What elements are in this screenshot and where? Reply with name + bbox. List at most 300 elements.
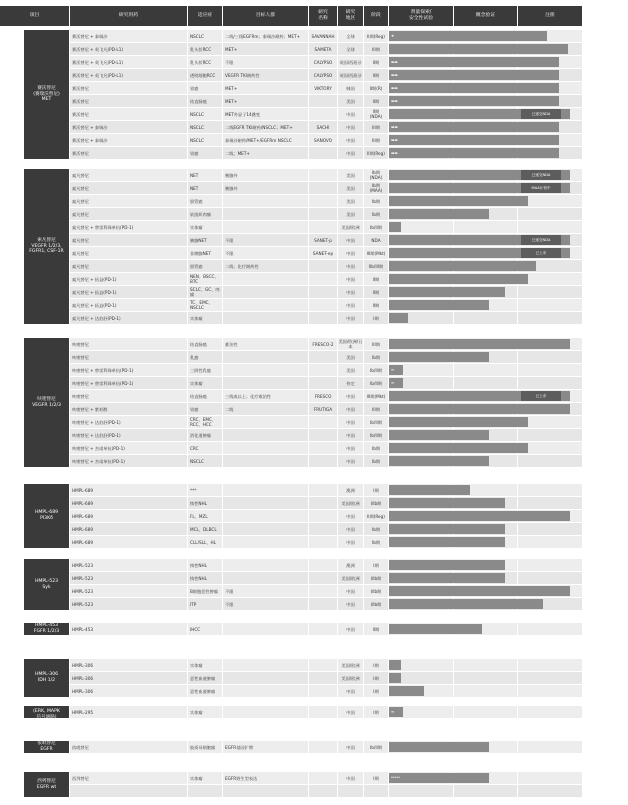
cell-drug <box>70 785 187 797</box>
table-row <box>0 672 628 684</box>
cell-drug: HMPL-689 <box>70 484 187 496</box>
cell-study-name: FRESCO <box>309 390 337 402</box>
header-population: 目标人群 <box>223 6 308 26</box>
cell-region: 中国 <box>338 260 363 272</box>
project-label: HMPL-295 (ERK, MAPK 信号通路) <box>24 706 69 718</box>
table-row <box>0 221 628 233</box>
cell-progress-track <box>518 741 582 753</box>
status-badge: 已上市 <box>521 248 561 258</box>
cell-study-name <box>309 95 337 107</box>
cell-population: 不限 <box>223 247 308 259</box>
progress-bar <box>389 365 403 375</box>
cell-population <box>223 416 308 428</box>
cell-population <box>223 706 308 718</box>
cell-phase: I期 <box>364 484 388 496</box>
cell-region: 中国 <box>338 121 363 133</box>
cell-phase: Ib期 <box>364 208 388 220</box>
cell-drug: 赛沃替尼 + 泰瑞沙 <box>70 30 187 42</box>
cell-study-name <box>309 351 337 363</box>
cell-drug: 呋喹替尼 + 替雷利珠单抗(PD-1) <box>70 364 187 376</box>
cell-region: 中国 <box>338 429 363 441</box>
cell-region: 中国 <box>338 273 363 285</box>
progress-bar <box>389 624 482 634</box>
section <box>0 484 628 549</box>
cell-population: 二线；化疗耐药性 <box>223 260 308 272</box>
cell-study-name: SAMETA <box>309 43 337 55</box>
cell-phase: II期 <box>364 286 388 298</box>
cell-indication: NET <box>188 182 222 194</box>
cell-drug: 索凡替尼 + 达伯舒(PD-1) <box>70 312 187 324</box>
progress-bar <box>389 313 408 323</box>
cell-drug: 呋喹替尼 <box>70 390 187 402</box>
cell-study-name <box>309 286 337 298</box>
cell-region: 美国 <box>338 182 363 194</box>
cell-region: 英国/西班牙 <box>338 69 363 81</box>
table-row <box>0 108 628 120</box>
section <box>0 559 628 611</box>
cell-phase: I期 <box>364 772 388 784</box>
cell-indication: 胃癌 <box>188 147 222 159</box>
progress-marker: ★ <box>391 34 395 38</box>
cell-phase: Ib/II期 <box>364 364 388 376</box>
cell-drug: HMPL-523 <box>70 559 187 571</box>
progress-bar <box>389 339 570 349</box>
cell-indication: 胆管癌 <box>188 260 222 272</box>
table-row <box>0 685 628 697</box>
cell-population <box>223 429 308 441</box>
table-row <box>0 182 628 194</box>
table-row <box>0 312 628 324</box>
cell-phase: Ib期 <box>364 195 388 207</box>
cell-progress-track <box>518 672 582 684</box>
cell-population <box>223 785 308 797</box>
progress-bar <box>389 148 559 158</box>
cell-region: 中国 <box>338 523 363 535</box>
cell-region: 中国 <box>338 234 363 246</box>
table-row <box>0 147 628 159</box>
cell-region: 澳洲 <box>338 484 363 496</box>
cell-progress-track <box>518 523 582 535</box>
cell-study-name: VIKTORY <box>309 82 337 94</box>
cell-drug: HMPL-453 <box>70 623 187 635</box>
table-row <box>0 442 628 454</box>
table-row <box>0 169 628 181</box>
cell-indication: 三阴性乳癌 <box>188 364 222 376</box>
cell-progress-track <box>518 208 582 220</box>
cell-drug: 索凡替尼 <box>70 169 187 181</box>
cell-indication: 惰性NHL <box>188 497 222 509</box>
cell-population: EGFR基因扩增 <box>223 741 308 753</box>
cell-indication: 消化道肿瘤 <box>188 429 222 441</box>
cell-region: 美国 <box>338 195 363 207</box>
cell-progress-track <box>518 377 582 389</box>
cell-phase: II期 <box>364 56 388 68</box>
progress-bar <box>389 673 401 683</box>
cell-drug: HMPL-689 <box>70 497 187 509</box>
cell-study-name <box>309 484 337 496</box>
cell-population <box>223 377 308 389</box>
cell-phase: IIb/III期 <box>364 260 388 272</box>
cell-population: 二线/三线EGFRm；泰瑞沙耐药；MET+ <box>223 30 308 42</box>
table-row <box>0 497 628 509</box>
cell-indication: 胰腺NET <box>188 234 222 246</box>
cell-drug: 赛沃替尼 <box>70 147 187 159</box>
status-badge: 已递交NDA <box>521 235 561 245</box>
progress-bar <box>389 417 528 427</box>
table-row <box>0 455 628 467</box>
cell-progress-track <box>454 312 517 324</box>
cell-phase: II期 <box>364 273 388 285</box>
progress-bar <box>389 44 568 54</box>
cell-indication: NSCLC <box>188 134 222 146</box>
cell-study-name <box>309 497 337 509</box>
cell-drug: HMPL-523 <box>70 585 187 597</box>
cell-phase: Ib期 (NDA) <box>364 169 388 181</box>
cell-phase: I/Ib期 <box>364 598 388 610</box>
cell-population: EGFR野生型表达 <box>223 772 308 784</box>
status-badge: 已递交NDA <box>521 170 561 180</box>
cell-region: 美国 <box>338 364 363 376</box>
cell-indication: NSCLC <box>188 108 222 120</box>
cell-drug: 索凡替尼 + 拓益(PD-1) <box>70 286 187 298</box>
cell-study-name: SANET-p <box>309 234 337 246</box>
progress-bar <box>389 70 559 80</box>
table-row <box>0 585 628 597</box>
table-row <box>0 247 628 259</box>
cell-study-name <box>309 772 337 784</box>
cell-population <box>223 536 308 548</box>
project-label: 西列替尼 EGFR wt <box>24 772 69 797</box>
table-row <box>0 572 628 584</box>
table-row <box>0 536 628 548</box>
cell-study-name: SANOVO <box>309 134 337 146</box>
cell-study-name <box>309 559 337 571</box>
cell-progress-track <box>518 706 582 718</box>
header-indication: 适应症 <box>188 6 222 26</box>
progress-marker: ▬▬ <box>391 151 398 155</box>
header-poc: 概念验证 <box>454 6 517 26</box>
cell-population: 不限 <box>223 56 308 68</box>
cell-study-name <box>309 572 337 584</box>
cell-indication: CLL/SLL、HL <box>188 536 222 548</box>
progress-bar <box>389 485 470 495</box>
cell-study-name: FRUTIGA <box>309 403 337 415</box>
cell-phase: I期 <box>364 559 388 571</box>
cell-study-name <box>309 221 337 233</box>
cell-region: 韩国 <box>338 82 363 94</box>
cell-phase: I期 <box>364 659 388 671</box>
cell-region: 中国 <box>338 390 363 402</box>
cell-drug: 索凡替尼 <box>70 234 187 246</box>
progress-bar <box>389 599 543 609</box>
cell-progress-track <box>454 221 517 233</box>
cell-study-name <box>309 416 337 428</box>
cell-indication: 乳头状RCC <box>188 56 222 68</box>
cell-study-name <box>309 169 337 181</box>
cell-region: 中国 <box>338 134 363 146</box>
cell-study-name <box>309 364 337 376</box>
cell-region: 中国 <box>338 442 363 454</box>
cell-phase: I期 <box>364 672 388 684</box>
cell-progress-track <box>454 785 517 797</box>
progress-marker: ➡ <box>391 381 395 385</box>
table-row <box>0 351 628 363</box>
progress-bar <box>389 573 505 583</box>
cell-indication: 胶质母细胞瘤 <box>188 741 222 753</box>
cell-progress-track <box>518 572 582 584</box>
cell-progress-track <box>454 672 517 684</box>
cell-drug: 赛沃替尼 + 英飞凡(PD-L1) <box>70 56 187 68</box>
cell-region: 澳洲 <box>338 559 363 571</box>
cell-indication: NSCLC <box>188 121 222 133</box>
cell-phase: II期(R) <box>364 82 388 94</box>
cell-indication: 胆管癌 <box>188 195 222 207</box>
progress-bar <box>389 196 528 206</box>
cell-phase: I期 <box>364 312 388 324</box>
cell-population <box>223 510 308 522</box>
cell-phase: II期(Reg) <box>364 147 388 159</box>
cell-drug: 呋喹替尼 + 紫杉醇 <box>70 403 187 415</box>
cell-population: 二线EGFR TKI耐药/NSCLC；MET+ <box>223 121 308 133</box>
progress-bar <box>389 537 505 547</box>
cell-region: 中国 <box>338 685 363 697</box>
cell-population <box>223 351 308 363</box>
table-row <box>0 659 628 671</box>
cell-population: 泰瑞沙耐药/MET+/EGFRm NSCLC <box>223 134 308 146</box>
cell-phase: Ib/II期 <box>364 221 388 233</box>
cell-region: 全球 <box>338 43 363 55</box>
cell-indication: NSCLC <box>188 30 222 42</box>
cell-indication: 乳癌 <box>188 351 222 363</box>
cell-indication: CRC、EMC、RCC、HCC <box>188 416 222 428</box>
cell-region: 美国/欧洲 <box>338 221 363 233</box>
cell-drug: HMPL-523 <box>70 572 187 584</box>
table-row <box>0 510 628 522</box>
cell-phase <box>364 785 388 797</box>
cell-study-name <box>309 672 337 684</box>
cell-phase: Ib/II期 <box>364 416 388 428</box>
cell-population <box>223 195 308 207</box>
cell-population <box>223 208 308 220</box>
cell-phase: I/Ib期 <box>364 572 388 584</box>
cell-phase: I期 <box>364 685 388 697</box>
section <box>0 623 628 636</box>
cell-phase: III期(Mkt) <box>364 390 388 402</box>
cell-population <box>223 364 308 376</box>
cell-population <box>223 442 308 454</box>
cell-progress-track <box>454 685 517 697</box>
table-row <box>0 706 628 718</box>
project-label: HMPL-306 IDH 1/2 <box>24 659 69 697</box>
table-row <box>0 30 628 42</box>
cell-indication: 结直肠癌 <box>188 95 222 107</box>
cell-drug: HMPL-523 <box>70 598 187 610</box>
cell-region: 美国/欧洲 <box>338 497 363 509</box>
cell-drug: HMPL-306 <box>70 685 187 697</box>
cell-drug: 赛沃替尼 + 英飞凡(PD-L1) <box>70 69 187 81</box>
cell-phase: Ib/II期 <box>364 429 388 441</box>
progress-marker: ***** <box>391 776 400 780</box>
cell-study-name <box>309 706 337 718</box>
progress-bar <box>389 31 547 41</box>
cell-phase: NDA <box>364 234 388 246</box>
cell-drug: 赛沃替尼 <box>70 82 187 94</box>
cell-phase: Ib期 <box>364 536 388 548</box>
cell-indication: 恶性血液肿瘤 <box>188 672 222 684</box>
cell-population: 二线；MET+ <box>223 147 308 159</box>
cell-phase: II期(Reg) <box>364 510 388 522</box>
cell-drug: 赛沃替尼 + 英飞凡(PD-L1) <box>70 43 187 55</box>
cell-population: 不限 <box>223 234 308 246</box>
cell-progress-track <box>518 536 582 548</box>
progress-bar <box>389 261 536 271</box>
cell-phase: II期 (NDA) <box>364 108 388 120</box>
section <box>0 30 628 160</box>
cell-progress-track <box>518 623 582 635</box>
cell-drug: 呋喹替尼 <box>70 338 187 350</box>
progress-marker: ➡ <box>391 710 395 714</box>
cell-region: 中国 <box>338 247 363 259</box>
cell-phase: Ib期 <box>364 523 388 535</box>
progress-bar <box>389 498 505 508</box>
cell-phase: Ib期 (MAA) <box>364 182 388 194</box>
cell-study-name <box>309 785 337 797</box>
cell-indication: 结直肠癌 <box>188 338 222 350</box>
cell-region: 美国/欧洲 <box>338 659 363 671</box>
cell-phase: Ib/II期 <box>364 741 388 753</box>
cell-region: 中国 <box>338 416 363 428</box>
cell-progress-track <box>518 455 582 467</box>
cell-study-name: CALYPSO <box>309 56 337 68</box>
progress-marker: ▬▬ <box>391 60 398 64</box>
progress-marker: ▬▬ <box>391 99 398 103</box>
table-row <box>0 234 628 246</box>
cell-study-name: SANET-ep <box>309 247 337 259</box>
cell-phase: Ib期 <box>364 351 388 363</box>
cell-phase: II期 <box>364 299 388 311</box>
cell-indication <box>188 785 222 797</box>
cell-phase: III期 <box>364 134 388 146</box>
cell-population: MET+ <box>223 82 308 94</box>
progress-bar <box>389 222 401 232</box>
header-phase: 阶段 <box>364 6 388 26</box>
table-row <box>0 208 628 220</box>
cell-region: 美国 <box>338 169 363 181</box>
table-row <box>0 623 628 635</box>
cell-region: 中国 <box>338 585 363 597</box>
progress-bar <box>389 135 559 145</box>
cell-drug: 赛沃替尼 + 泰瑞沙 <box>70 121 187 133</box>
cell-study-name <box>309 147 337 159</box>
progress-bar <box>389 378 403 388</box>
cell-population: MET+ <box>223 43 308 55</box>
cell-region: 中国 <box>338 299 363 311</box>
cell-indication: TC、EMC、NSCLC <box>188 299 222 311</box>
cell-drug: 西列替尼 <box>70 772 187 784</box>
section <box>0 741 628 754</box>
cell-phase: III期(Mkt) <box>364 247 388 259</box>
project-label: 呋喹替尼 VEGFR 1/2/3 <box>24 338 69 467</box>
cell-phase: I/Ib期 <box>364 585 388 597</box>
table-row <box>0 69 628 81</box>
cell-population <box>223 299 308 311</box>
table-row <box>0 559 628 571</box>
progress-bar <box>389 560 505 570</box>
cell-phase: III期 <box>364 43 388 55</box>
cell-progress-track <box>518 785 582 797</box>
cell-indication: 胃癌 <box>188 403 222 415</box>
cell-study-name <box>309 377 337 389</box>
header-dose-safety: 剂量探索/ 安全性试验 <box>389 6 453 26</box>
header-drug: 研究用药 <box>70 6 187 26</box>
cell-phase: Ib期 <box>364 455 388 467</box>
table-row <box>0 43 628 55</box>
cell-progress-track <box>454 706 517 718</box>
cell-phase: II期 <box>364 69 388 81</box>
cell-region: 中国 <box>338 403 363 415</box>
header-region: 研究 地区 <box>338 6 363 26</box>
cell-study-name <box>309 523 337 535</box>
cell-population <box>223 497 308 509</box>
cell-drug: 呋喹替尼 + 杰诺单抗(PD-1) <box>70 442 187 454</box>
table-row <box>0 416 628 428</box>
cell-indication: NSCLC <box>188 455 222 467</box>
cell-drug: 呋喹替尼 + 杰诺单抗(PD-1) <box>70 455 187 467</box>
cell-region <box>338 785 363 797</box>
cell-region: 中国 <box>338 286 363 298</box>
cell-progress-track <box>518 221 582 233</box>
cell-drug: 赛沃替尼 <box>70 95 187 107</box>
cell-indication: ITP <box>188 598 222 610</box>
cell-region: 中国 <box>338 147 363 159</box>
cell-region: 全球 <box>338 30 363 42</box>
cell-study-name <box>309 659 337 671</box>
table-row <box>0 195 628 207</box>
cell-indication: NET <box>188 169 222 181</box>
progress-bar <box>389 352 489 362</box>
cell-progress-track <box>518 685 582 697</box>
progress-bar <box>389 430 489 440</box>
progress-marker: ▬▬ <box>391 125 398 129</box>
cell-study-name <box>309 585 337 597</box>
cell-progress-track <box>518 364 582 376</box>
cell-region: 待定 <box>338 377 363 389</box>
cell-progress-track <box>518 497 582 509</box>
status-badge: MAA计划中 <box>521 183 561 193</box>
cell-indication: MCL、DLBCL <box>188 523 222 535</box>
cell-indication: 非胰腺NET <box>188 247 222 259</box>
cell-drug: 索凡替尼 <box>70 260 187 272</box>
cell-drug: 索凡替尼 <box>70 247 187 259</box>
table-row <box>0 785 628 797</box>
table-row <box>0 484 628 496</box>
cell-progress-track <box>518 286 582 298</box>
cell-region: 美国 <box>338 95 363 107</box>
progress-bar <box>389 660 401 670</box>
cell-study-name <box>309 598 337 610</box>
cell-study-name <box>309 273 337 285</box>
progress-bar <box>389 773 489 783</box>
cell-phase: Ib期 <box>364 442 388 454</box>
cell-indication: IHCC <box>188 623 222 635</box>
cell-indication: 软组织肉瘤 <box>188 208 222 220</box>
cell-population <box>223 572 308 584</box>
cell-indication: *** <box>188 484 222 496</box>
cell-progress-track <box>389 785 453 797</box>
cell-population: 不限 <box>223 598 308 610</box>
cell-indication: B细胞恶性肿瘤 <box>188 585 222 597</box>
status-badge: 已递交NDA <box>521 109 561 119</box>
